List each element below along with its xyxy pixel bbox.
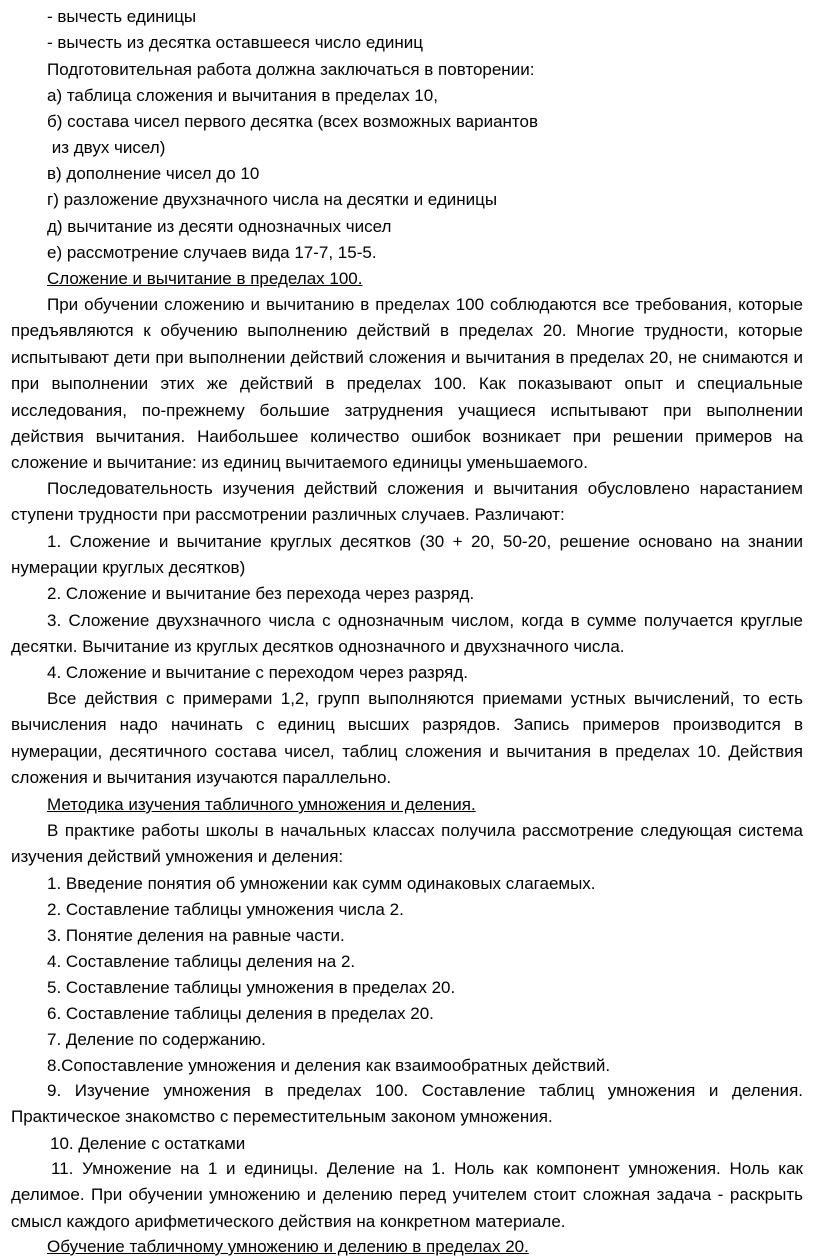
paragraph: В практике работы школы в начальных классах получила рассмотрение следующая система изучения действий умножения и деления: [11, 821, 803, 867]
list-item: 4. Сложение и вычитание с переходом через разряд. [47, 663, 468, 682]
section-heading: Обучение табличному умножению и делению в пределах 20. [47, 1237, 529, 1256]
list-item: 10. Деление с остатками [50, 1134, 246, 1153]
list-item-continuation: из двух чисел) [47, 138, 166, 157]
list-item: 1. Введение понятия об умножении как сумм одинаковых слагаемых. [47, 874, 596, 893]
list-item: 8.Сопоставление умножения и деления как взаимообратных действий. [47, 1056, 611, 1075]
list-item: 4. Составление таблицы деления на 2. [47, 952, 356, 971]
paragraph: Последовательность изучения действий сложения и вычитания обусловлено нарастанием ступени трудности при рассмотрении различных случаев. Различают: [11, 479, 803, 525]
list-item: 7. Деление по содержанию. [47, 1030, 266, 1049]
list-item: д) вычитание из десяти однозначных чисел [47, 217, 392, 236]
list-item: г) разложение двухзначного числа на десятки и единицы [47, 190, 498, 209]
list-item: 6. Составление таблицы деления в пределах 20. [47, 1004, 434, 1023]
list-item: 2. Сложение и вычитание без перехода через разряд. [47, 584, 475, 603]
list-item: б) состава чисел первого десятка (всех возможных вариантов [47, 112, 539, 131]
paragraph: Все действия с примерами 1,2, групп выполняются приемами устных вычислений, то есть вычисления надо начинать с единиц высших разрядов. Запись примеров производится в нумерации, десятичного состава чисел, таблиц сложения и вычитания в пределах 10. Действия сложения и вычитания изучаются параллельно. [11, 689, 803, 788]
text-line: Подготовительная работа должна заключаться в повторении: [47, 60, 535, 79]
list-item: 11. Умножение на 1 и единицы. Деление на 1. Ноль как компонент умножения. Ноль как делимое. При обучении умножению и делению перед учителем стоит сложная задача - раскрыть смысл каждого арифметического действия на конкретном материале. [11, 1159, 803, 1231]
section-heading: Сложение и вычитание в пределах 100. [47, 269, 363, 288]
list-item: 2. Составление таблицы умножения числа 2. [47, 900, 404, 919]
list-item: 3. Понятие деления на равные части. [47, 926, 345, 945]
list-item: е) рассмотрение случаев вида 17-7, 15-5. [47, 243, 377, 262]
text-line: - вычесть единицы [47, 7, 197, 26]
list-item: 5. Составление таблицы умножения в пределах 20. [47, 978, 456, 997]
list-item: 1. Сложение и вычитание круглых десятков (30 + 20, 50-20, решение основано на знании нумерации круглых десятков) [11, 532, 803, 578]
list-item: 9. Изучение умножения в пределах 100. Составление таблиц умножения и деления. Практическое знакомство с переместительным законом умножения. [11, 1081, 803, 1127]
list-item: а) таблица сложения и вычитания в пределах 10, [47, 86, 438, 105]
list-item: в) дополнение чисел до 10 [47, 164, 260, 183]
paragraph: При обучении сложению и вычитанию в пределах 100 соблюдаются все требования, которые предъявляются к обучению выполнению действий в пределах 20. Многие трудности, которые испытывают дети при выполнении действий сложения и вычитания в пределах 20, не снимаются и при выполнении этих же действий в пределах 100. Как показывают опыт и специальные исследования, по-прежнему большие затруднения учащиеся испытывают при выполнении действия вычитания. Наибольшее количество ошибок возникает при решении примеров на сложение и вычитание: из единиц вычитаемого единицы уменьшаемого. [11, 295, 803, 473]
text-line: - вычесть из десятка оставшееся число единиц [47, 33, 423, 52]
list-item: 3. Сложение двухзначного числа с однозначным числом, когда в сумме получается круглые десятки. Вычитание из круглых десятков однозначного и двухзначного числа. [11, 611, 803, 657]
section-heading: Методика изучения табличного умножения и деления. [47, 795, 476, 814]
